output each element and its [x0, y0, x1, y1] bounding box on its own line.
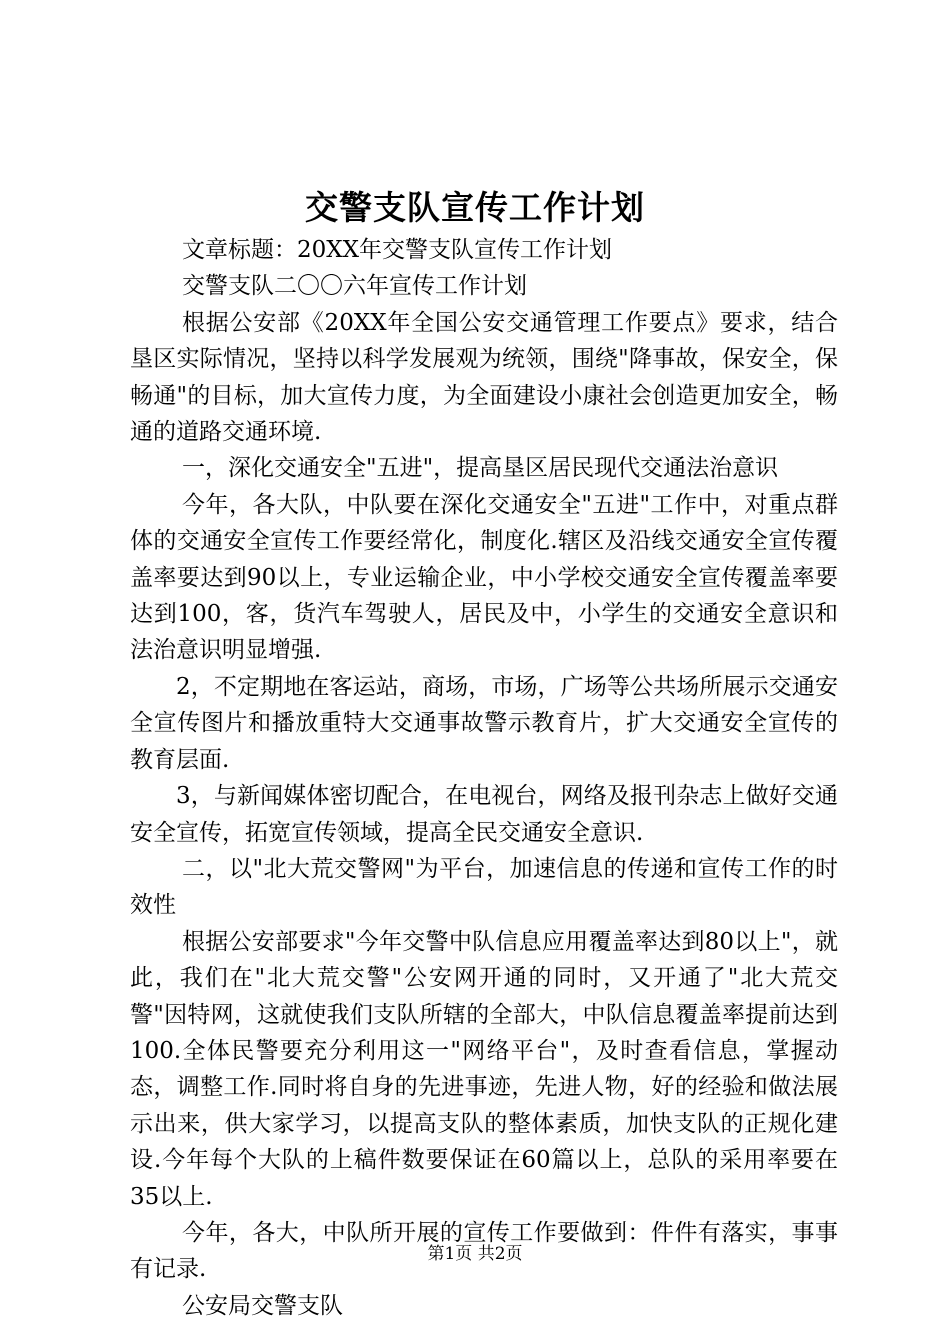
- section-heading-two: 二，以"北大荒交警网"为平台，加速信息的传递和宣传工作的时效性: [130, 855, 838, 919]
- document-title: 交警支队宣传工作计划: [305, 188, 645, 227]
- paragraph-signature: 公安局交警支队: [182, 1292, 343, 1319]
- paragraph-article-title: 文章标题：20XX年交警支队宣传工作计划: [182, 237, 613, 263]
- paragraph-intro: 根据公安部《20XX年全国公安交通管理工作要点》要求，结合垦区实际情况，坚持以科学发展观为统领，围绕"降事故，保安全，保畅通"的目标，加大宣传力度，为全面建设小康社会创造更加安全，畅通的道路交通环境.: [130, 309, 838, 446]
- paragraph-section-one: 今年，各大队，中队要在深化交通安全"五进"工作中，对重点群体的交通安全宣传工作要经常化，制度化.辖区及沿线交通安全宣传覆盖率要达到90以上，专业运输企业，中小学校交通安全宣传覆盖率要达到100，客，货汽车驾驶人，居民及中，小学生的交通安全意识和法治意识明显增强.: [130, 491, 838, 664]
- paragraph-plan-name: 交警支队二〇〇六年宣传工作计划: [182, 273, 527, 300]
- paragraph-item-two: 2，不定期地在客运站，商场，市场，广场等公共场所展示交通安全宣传图片和播放重特大交通事故警示教育片，扩大交通安全宣传的教育层面.: [130, 673, 838, 773]
- paragraph-requirement: 今年，各大，中队所开展的宣传工作要做到：件件有落实，事事有记录.: [130, 1219, 838, 1283]
- page-footer: 第1页 共2页: [427, 1244, 523, 1264]
- paragraph-item-three: 3，与新闻媒体密切配合，在电视台，网络及报刊杂志上做好交通安全宣传，拓宽宣传领域，提高全民交通安全意识.: [130, 783, 838, 846]
- paragraph-section-two: 根据公安部要求"今年交警中队信息应用覆盖率达到80以上"，就此，我们在"北大荒交警"公安网开通的同时，又开通了"北大荒交警"因特网，这就使我们支队所辖的全部大，中队信息覆盖率提前达到100.全体民警要充分利用这一"网络平台"，及时查看信息，掌握动态，调整工作.同时将自身的先进事迹，先进人物，好的经验和做法展示出来，供大家学习，以提高支队的整体素质，加快支队的正规化建设.今年每个大队的上稿件数要保证在60篇以上，总队的采用率要在35以上.: [130, 928, 838, 1210]
- document-body: [130, 232, 838, 1324]
- section-heading-one: 一，深化交通安全"五进"，提高垦区居民现代交通法治意识: [182, 455, 779, 482]
